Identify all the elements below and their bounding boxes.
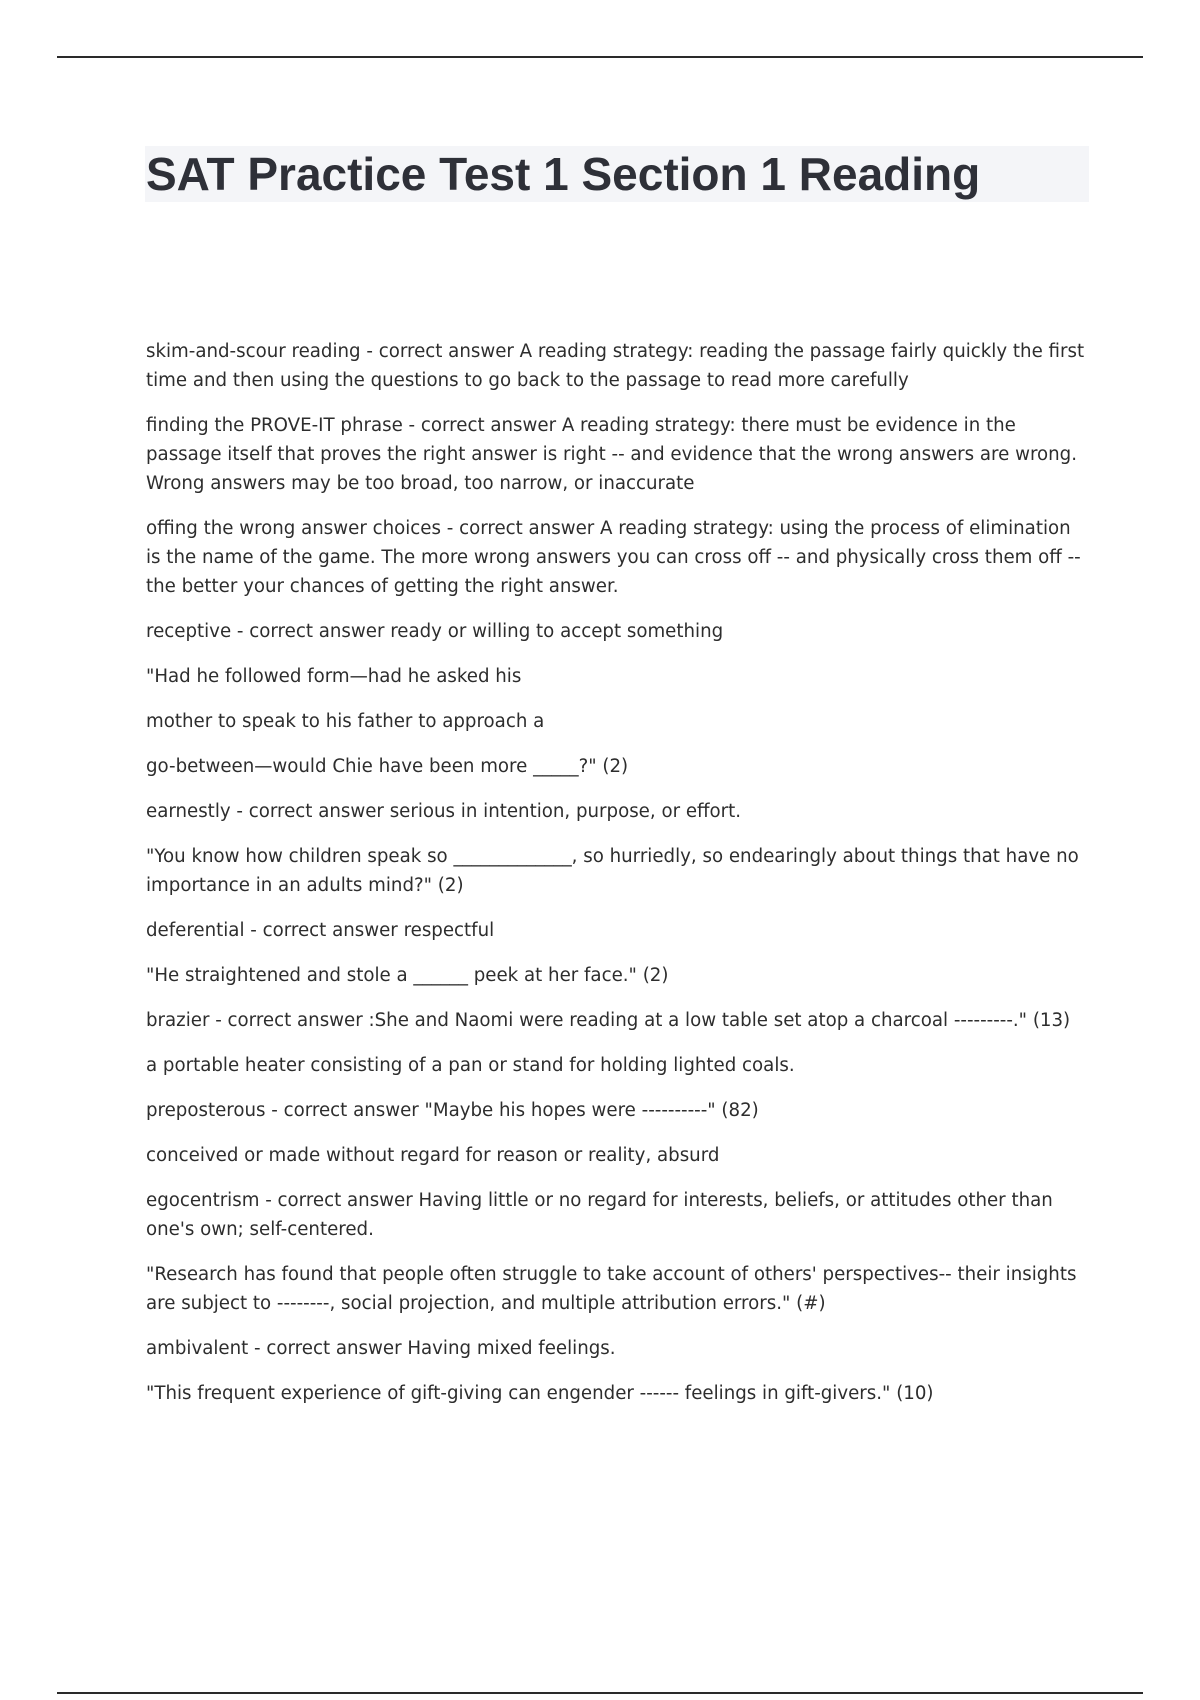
list-item: a portable heater consisting of a pan or stand for holding lighted coals.	[146, 1055, 795, 1076]
list-item: deferential - correct answer respectful	[146, 920, 495, 941]
list-item: skim-and-scour reading - correct answer A reading strategy: reading the passage fairly quickly the first time and then using the questions to go back to the passage to read more carefully	[146, 341, 1085, 391]
list-item: conceived or made without regard for reason or reality, absurd	[146, 1145, 720, 1166]
list-item: "Had he followed form—had he asked his	[146, 666, 522, 687]
list-item: brazier - correct answer :She and Naomi were reading at a low table set atop a charcoal ---------." (13)	[146, 1010, 1071, 1031]
list-item: earnestly - correct answer serious in intention, purpose, or effort.	[146, 801, 742, 822]
list-item: ambivalent - correct answer Having mixed feelings.	[146, 1338, 616, 1359]
list-item: mother to speak to his father to approach a	[146, 711, 545, 732]
list-item: egocentrism - correct answer Having little or no regard for interests, beliefs, or attitudes other than one's own; self-centered.	[146, 1190, 1053, 1240]
flashcard-list	[146, 337, 1090, 1424]
list-item: receptive - correct answer ready or willing to accept something	[146, 621, 724, 642]
list-item: finding the PROVE-IT phrase - correct answer A reading strategy: there must be evidence in the passage itself that proves the right answer is right -- and evidence that the wrong answers are wrong. Wrong answers may be too broad, too narrow, or inaccurate	[146, 415, 1077, 494]
top-divider	[57, 56, 1143, 58]
list-item: "He straightened and stole a ______ peek at her face." (2)	[146, 965, 669, 986]
list-item: go-between—would Chie have been more _____?" (2)	[146, 756, 629, 777]
list-item: "You know how children speak so _____________, so hurriedly, so endearingly about things that have no importance in an adults mind?" (2)	[146, 846, 1079, 896]
page-title: SAT Practice Test 1 Section 1 Reading	[146, 148, 981, 200]
list-item: offing the wrong answer choices - correct answer A reading strategy: using the process of elimination is the name of the game. The more wrong answers you can cross off -- and physically cross them off -- the better your chances of getting the right answer.	[146, 518, 1081, 597]
list-item: "This frequent experience of gift-giving can engender ------ feelings in gift-givers." (10)	[146, 1383, 934, 1404]
bottom-divider	[57, 1692, 1143, 1694]
list-item: "Research has found that people often struggle to take account of others' perspectives-- their insights are subject to --------, social projection, and multiple attribution errors." (#)	[146, 1264, 1077, 1314]
list-item: preposterous - correct answer "Maybe his hopes were ----------" (82)	[146, 1100, 759, 1121]
